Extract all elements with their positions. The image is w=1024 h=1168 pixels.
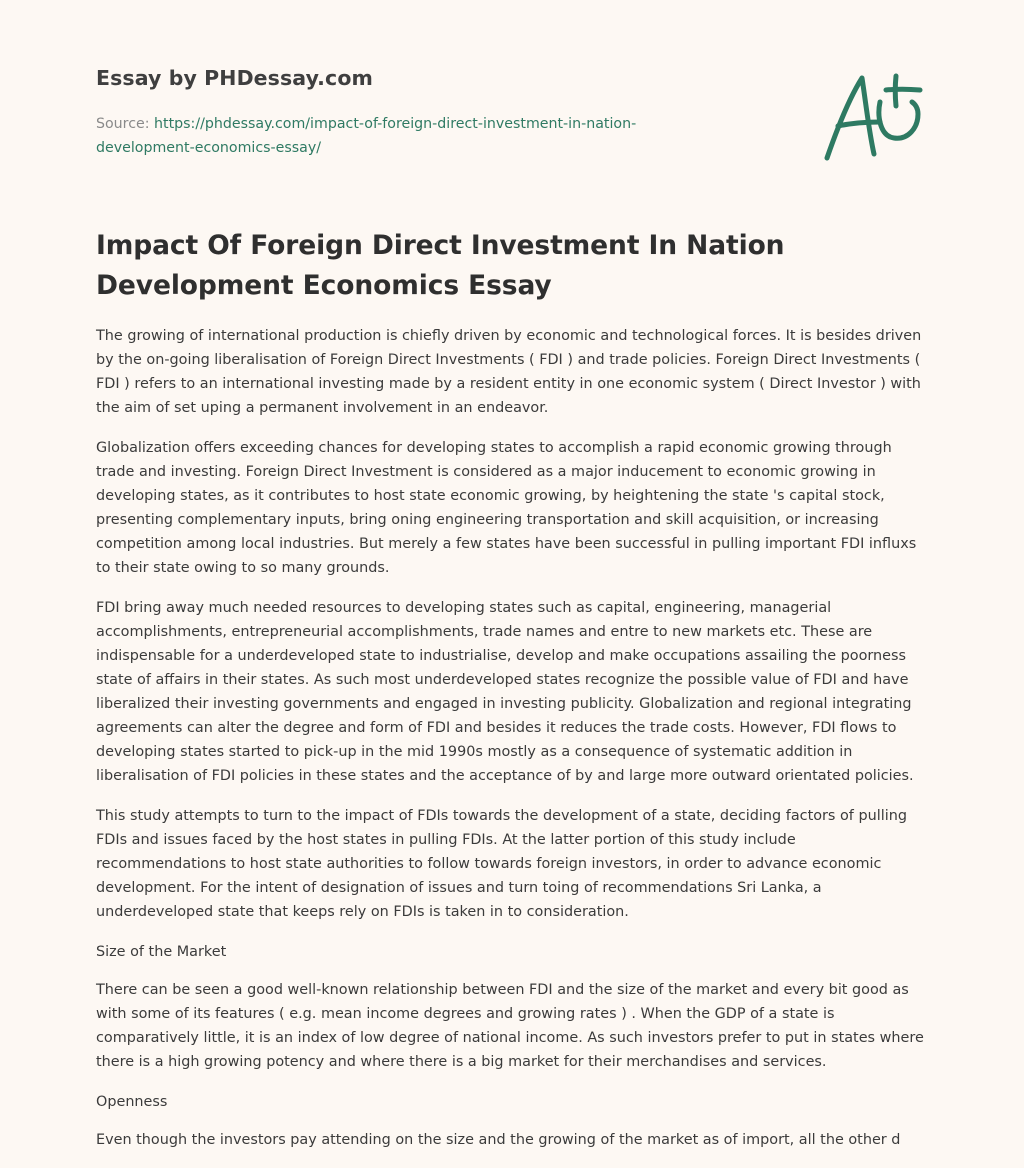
essay-title: Impact Of Foreign Direct Investment In Nation Development Economics Essay [96, 230, 785, 301]
source-line [96, 112, 706, 160]
site-brand: Essay by PHDessay.com [96, 66, 373, 90]
section-text-market-size: There can be seen a good well-known relationship between FDI and the size of the market and every bit good as with some of its features ( e.g. mean income degrees and growing rates ) . When the GDP of a state is comparatively little, it is an index of low degree of national income. As such investors prefer to put in states where there is a high growing potency and where there is a big market for their merchandises and services. [96, 982, 924, 1070]
source-label: Source: [96, 116, 155, 132]
essay-paragraph-4: This study attempts to turn to the impact of FDIs towards the development of a state, deciding factors of pulling FDIs and issues faced by the host states in pulling FDIs. At the latter portion of this study include recommendations to host state authorities to follow towards foreign investors, in order to advance economic development. For the intent of designation of issues and turn toing of recommendations Sri Lanka, a underdeveloped state that keeps rely on FDIs is taken in to consideration. [96, 808, 907, 920]
section-heading-openness: Openness [96, 1094, 168, 1110]
source-link[interactable]: https://phdessay.com/impact-of-foreign-direct-investment-in-nation-development-economics-essay/ [96, 116, 637, 156]
section-text-openness: Even though the investors pay attending on the size and the growing of the market as of import, all the other d [96, 1132, 901, 1148]
essay-paragraph-1: The growing of international production is chiefly driven by economic and technological forces. It is besides driven by the on-going liberalisation of Foreign Direct Investments ( FDI ) and trade policies. Foreign Direct Investments ( FDI ) refers to an international investing made by a resident entity in one economic system ( Direct Investor ) with the aim of set uping a permanent involvement in an endeavor. [96, 328, 922, 416]
section-heading-market-size: Size of the Market [96, 944, 227, 960]
essay-body [96, 324, 928, 1168]
a-plus-grade-icon [822, 70, 926, 164]
essay-paragraph-3: FDI bring away much needed resources to developing states such as capital, engineering, managerial accomplishments, entrepreneurial accomplishments, trade names and entre to new markets etc. These are indispensable for a underdeveloped state to industrialise, develop and make occupations assailing the poorness state of affairs in their states. As such most underdeveloped states recognize the possible value of FDI and have liberalized their investing governments and engaged in investing publicity. Globalization and regional integrating agreements can alter the degree and form of FDI and besides it reduces the trade costs. However, FDI flows to developing states started to pick-up in the mid 1990s mostly as a consequence of systematic addition in liberalisation of FDI policies in these states and the acceptance of by and large more outward orientated policies. [96, 600, 914, 784]
essay-paragraph-2: Globalization offers exceeding chances for developing states to accomplish a rapid economic growing through trade and investing. Foreign Direct Investment is considered as a major inducement to economic growing in developing states, as it contributes to host state economic growing, by heightening the state 's capital stock, presenting complementary inputs, bring oning engineering transportation and skill acquisition, or increasing competition among local industries. But merely a few states have been successful in pulling important FDI influxs to their state owing to so many grounds. [96, 440, 917, 576]
